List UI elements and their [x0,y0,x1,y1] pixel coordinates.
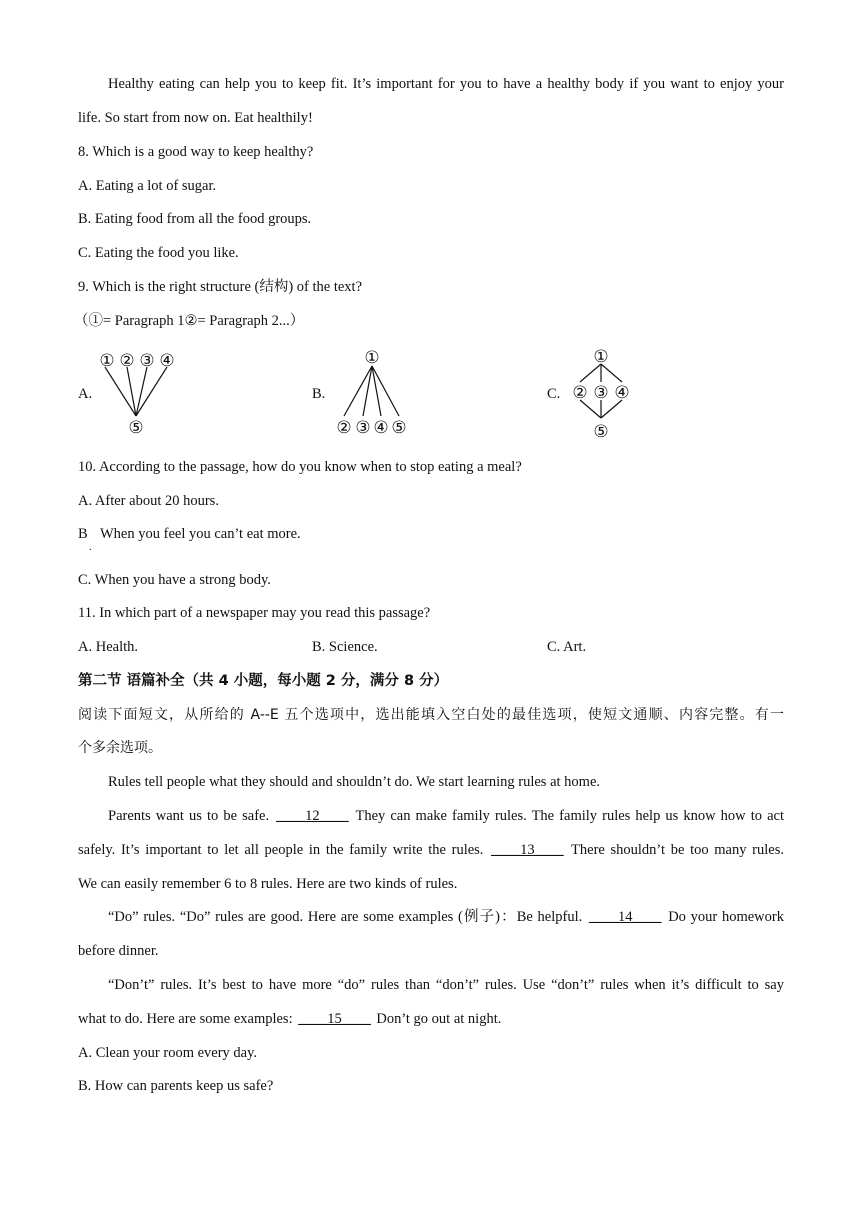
q9-option-a-label: A. [78,386,93,402]
blank-12[interactable]: ____12____ [276,808,349,824]
blank-13[interactable]: ____13____ [491,842,564,858]
text-segment: Do your homework [663,909,784,925]
passage-para-4-line-2 [78,1009,501,1029]
passage-para-2-line-1 [108,806,784,826]
q10-option-b: When you feel you can’t eat more. [100,526,301,542]
text-segment: what to do. Here are some examples: [78,1011,297,1027]
diagram-b-node-5: ⑤ [391,418,407,438]
q9-note: （①= Paragraph 1②= Paragraph 2...） [74,313,305,329]
section-instructions-2: 个多余选项。 [78,740,162,756]
diagram-c-node-2: ② [572,383,588,403]
text-segment: safely. It’s important to let all people in the family write the rules. [78,842,490,858]
structure-diagram-c [566,344,642,442]
q10-option-b-letter: B [78,526,88,542]
diagram-c-node-5: ⑤ [593,422,609,442]
q9-option-c-label: C. [547,386,561,402]
diagram-a-node-1: ① [99,351,115,371]
diagram-b-node-3: ③ [355,418,371,438]
q8-option-c: C. Eating the food you like. [78,245,239,261]
diagram-c-node-4: ④ [614,383,630,403]
q11-option-b: B. Science. [312,639,378,655]
section-instructions-1: 阅读下面短文，从所给的 A--E 五个选项中，选出能填入空白处的最佳选项，使短文通顺、内容完整。有一 [78,707,784,723]
structure-diagram-b [334,344,420,438]
text-segment: There shouldn’t be too many rules. [565,842,784,858]
q10-option-b-dot: . [89,542,92,553]
text-segment: “Do” rules. “Do” rules are good. Here are some examples (例子)：Be helpful. [108,909,587,925]
option-b: B. How can parents keep us safe? [78,1078,274,1094]
text-segment: Don’t go out at night. [372,1011,502,1027]
q8-question: 8. Which is a good way to keep healthy? [78,144,314,160]
q9-option-b-label: B. [312,386,326,402]
intro-line-2: life. So start from now on. Eat healthily! [78,110,313,126]
passage-para-2-line-2 [78,840,784,860]
q10-option-a: A. After about 20 hours. [78,493,219,509]
passage-para-4-line-1: “Don’t” rules. It’s best to have more “do” rules than “don’t” rules. Use “don’t” rules when it’s difficult to say [108,977,784,993]
passage-para-3-line-2: before dinner. [78,943,159,959]
option-a: A. Clean your room every day. [78,1045,258,1061]
intro-line-1: Healthy eating can help you to keep fit. It’s important for you to have a healthy body if you want to enjoy your [108,76,784,92]
q9-question: 9. Which is the right structure (结构) of the text? [78,279,363,295]
diagram-b-node-4: ④ [373,418,389,438]
q11-option-c: C. Art. [547,639,587,655]
text-segment: Parents want us to be safe. [108,808,275,824]
q11-question: 11. In which part of a newspaper may you read this passage? [78,605,431,621]
diagram-c-node-3: ③ [593,383,609,403]
diagram-b-node-2: ② [336,418,352,438]
q10-question: 10. According to the passage, how do you know when to stop eating a meal? [78,459,522,475]
diagram-c-node-1: ① [593,347,609,367]
blank-15[interactable]: ____15____ [298,1011,371,1027]
diagram-a-node-4: ④ [159,351,175,371]
text-segment: They can make family rules. The family rules help us know how to act [350,808,784,824]
diagram-b-node-1: ① [364,348,380,368]
section-heading: 第二节 语篇补全（共 4 小题，每小题 2 分，满分 8 分） [78,673,449,689]
q8-option-b: B. Eating food from all the food groups. [78,211,312,227]
structure-diagram-a [96,346,182,438]
diagram-a-node-5: ⑤ [128,418,144,438]
q11-option-a: A. Health. [78,639,138,655]
diagram-a-node-2: ② [119,351,135,371]
passage-para-3-line-1 [108,907,784,927]
passage-para-1: Rules tell people what they should and shouldn’t do. We start learning rules at home. [108,774,601,790]
q8-option-a: A. Eating a lot of sugar. [78,178,217,194]
q10-option-c: C. When you have a strong body. [78,572,271,588]
blank-14[interactable]: ____14____ [588,909,662,925]
diagram-a-node-3: ③ [139,351,155,371]
passage-para-2-line-3: We can easily remember 6 to 8 rules. Here are two kinds of rules. [78,876,458,892]
